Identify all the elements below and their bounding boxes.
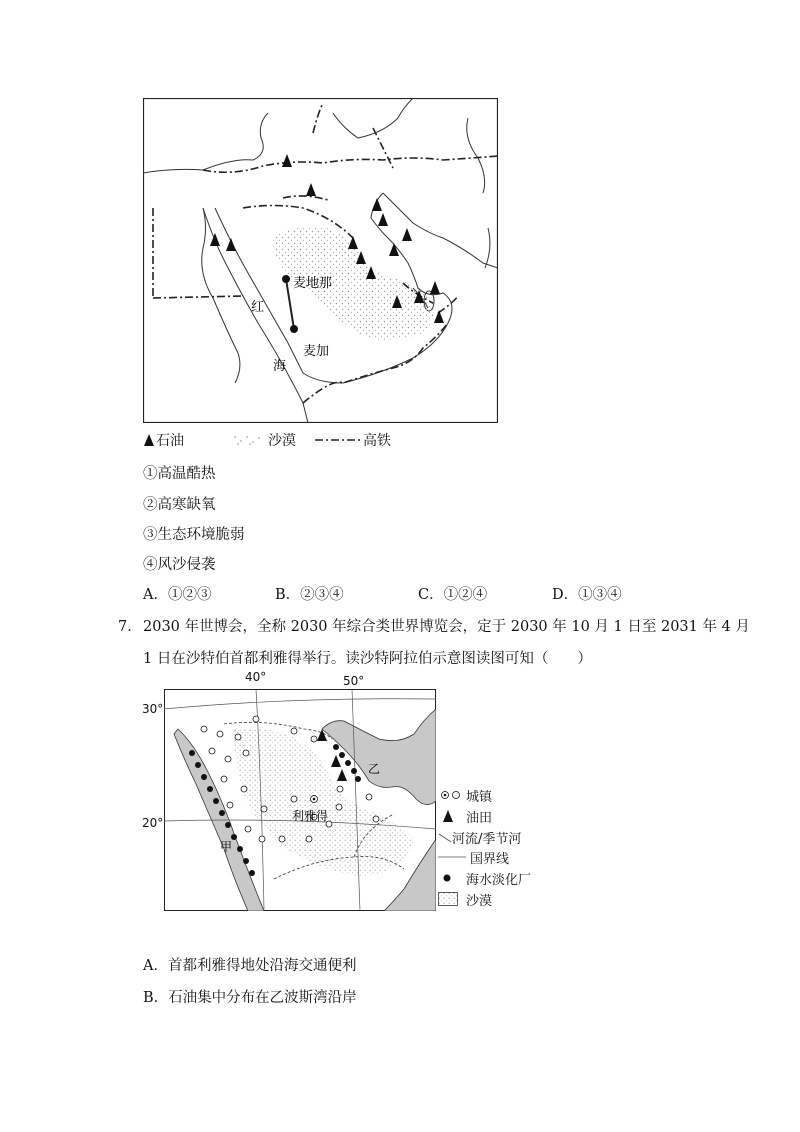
option-3: ③生态环境脆弱 — [143, 527, 245, 543]
legend-rail-label: 高铁 — [363, 433, 391, 449]
option-2: ②高寒缺氧 — [143, 497, 216, 513]
legend-desert-label-2: 沙漠 — [466, 894, 493, 909]
q7-number: 7． — [118, 619, 142, 635]
oil-legend-icon — [143, 433, 155, 447]
medina-dot — [282, 275, 290, 283]
border-legend-icon — [438, 854, 466, 860]
middle-east-map — [143, 98, 498, 423]
desal-legend-icon — [442, 873, 452, 883]
legend-oil-field-label: 油田 — [466, 811, 493, 826]
label-riyadh: 利雅得 — [292, 809, 329, 823]
legend-border-label: 国界线 — [470, 852, 510, 867]
label-mecca: 麦加 — [303, 344, 330, 359]
legend-oil-label: 石油 — [156, 433, 184, 449]
q6-choice-d[interactable]: D．①③④ — [552, 587, 622, 603]
map1-legend — [143, 429, 503, 451]
legend-desert-label: 沙漠 — [268, 433, 296, 449]
legend-river-label: 河流/季节河 — [452, 832, 522, 847]
mecca-dot — [290, 325, 298, 333]
label-jia: 甲 — [220, 840, 233, 854]
label-sea: 海 — [273, 359, 287, 374]
desert-legend-icon — [231, 433, 265, 447]
q6-choice-c[interactable]: C．①②④ — [418, 587, 488, 603]
q6-choice-b[interactable]: B．②③④ — [275, 587, 344, 603]
label-yi: 乙 — [368, 762, 381, 776]
q7-line2: 1 日在沙特伯首都利雅得举行。读沙特阿拉伯示意图读图可知（ ） — [143, 651, 592, 667]
q7-choice-b[interactable]: B．石油集中分布在乙波斯湾沿岸 — [143, 990, 357, 1006]
lon-40-label: 40° — [245, 670, 267, 684]
legend-town-label: 城镇 — [466, 790, 493, 805]
q7-choice-a[interactable]: A．首都利雅得地处沿海交通便利 — [143, 958, 357, 974]
option-1: ①高温酷热 — [143, 466, 216, 482]
label-medina: 麦地那 — [293, 276, 333, 291]
lat-20-label: 20° — [142, 816, 164, 830]
q7-line1: 2030 年世博会，全称 2030 年综合类世界博览会，定于 2030 年 10 月 1 日至 2031 年 4 月 — [143, 619, 750, 635]
saudi-map-svg — [164, 689, 436, 911]
option-4: ④风沙侵袭 — [143, 557, 216, 573]
rail-legend-icon — [315, 435, 361, 445]
town-legend-icon — [440, 789, 464, 801]
desert-legend-icon-2 — [438, 892, 458, 906]
map2-legend — [438, 786, 542, 920]
legend-desal-label: 海水淡化厂 — [466, 873, 532, 888]
oilfield-legend-icon — [442, 809, 454, 823]
label-red: 红 — [251, 300, 265, 315]
saudi-map — [142, 670, 542, 920]
lat-30-label: 30° — [142, 702, 164, 716]
river-legend-icon — [438, 830, 452, 844]
lon-50-label: 50° — [343, 674, 365, 688]
q6-choice-a[interactable]: A．①②③ — [143, 587, 212, 603]
